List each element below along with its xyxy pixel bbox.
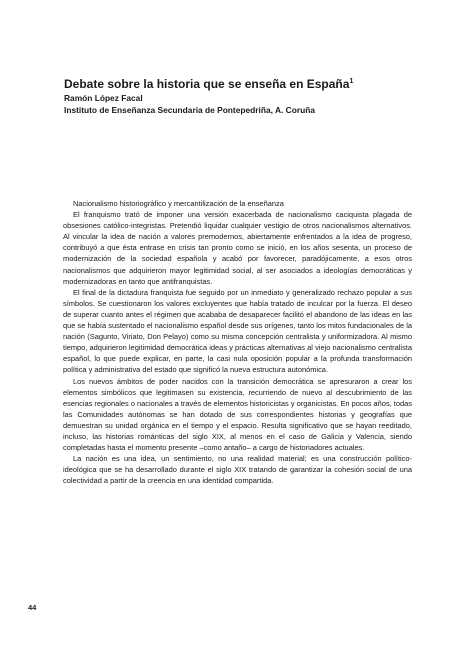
paragraph: Los nuevos ámbitos de poder nacidos con la transición democrática se apresuraron a crear los elementos simbólicos que legitimasen su existencia, recurriendo de nuevo al descubrimiento de las esencias regionales o nacionales a través de elementos historicistas y organicistas. En pocos años, todas las Comunidades autónomas se han dotado de sus correspondientes historias y geografías que demuestran su unidad orgánica en el tiempo y el espacio. Resulta significativo que se hayan reeditado, incluso, las historias románticas del siglo XIX, al menos en el caso de Galicia y Valencia, siendo completadas hasta el momento presente –como antaño– a cargo de historiadores actuales. bbox=[63, 376, 412, 453]
author-name: Ramón López Facal bbox=[64, 93, 143, 103]
article-title-text: Debate sobre la historia que se enseña en España bbox=[64, 77, 350, 91]
paragraph: El franquismo trató de imponer una versión exacerbada de nacionalismo caciquista plagada de obsesiones católico-integristas. Pretendió liquidar cualquier vestigio de otros nacionalismos alternativos. Al vincular la idea de nación a valores premodernos, abiertamente enfrentados a la idea de progreso, contribuyó a que ésta entrase en crisis tan pronto como se inició, en los años sesenta, un proceso de modernización de la sociedad española y acabó por favorecer, paradójicamente, a esos otros nacionalismos que adquirieron mayor legitimidad social, al ser asociados a ideologías democráticas y modernizadoras en tanto que antifranquistas. bbox=[63, 210, 412, 286]
article-header bbox=[64, 74, 404, 116]
article-body bbox=[63, 198, 412, 486]
paragraph: El final de la dictadura franquista fue seguido por un inmediato y generalizado rechazo popular a sus símbolos. Se cuestionaron los valores excluyentes que había tratado de inculcar por la fuerza. El deseo de superar cuanto antes el régimen que acababa de desaparecer facilitó el abandono de las ideas en las que se había sustentado el nacionalismo español desde sus orígenes, tanto los mitos fundacionales de la nación (Sagunto, Viriato, Don Pelayo) como su misma concepción centralista y uniformizadora. Al mismo tiempo, adquirieron legitimidad democrática ideas y prácticas alternativas al viejo nacionalismo centralista español, lo que puede explicar, en parte, la casi nula oposición popular a la profunda transformación política y administrativa del estado que significó la nueva estructura autonómica. bbox=[63, 287, 412, 375]
article-title bbox=[64, 74, 404, 92]
paragraph: La nación es una idea, un sentimiento, no una realidad material; es una construcción político-ideológica que se ha desarrollado durante el siglo XIX tratando de garantizar la cohesión social de una colectividad a partir de la creencia en una identidad compartida. bbox=[63, 454, 412, 486]
section-title: Nacionalismo historiográfico y mercantilización de la enseñanza bbox=[73, 199, 284, 208]
page-number: 44 bbox=[28, 603, 37, 612]
footnote-mark: 1 bbox=[349, 78, 354, 85]
author-institution: Instituto de Enseñanza Secundaria de Pontepedriña, A. Coruña bbox=[64, 105, 315, 115]
